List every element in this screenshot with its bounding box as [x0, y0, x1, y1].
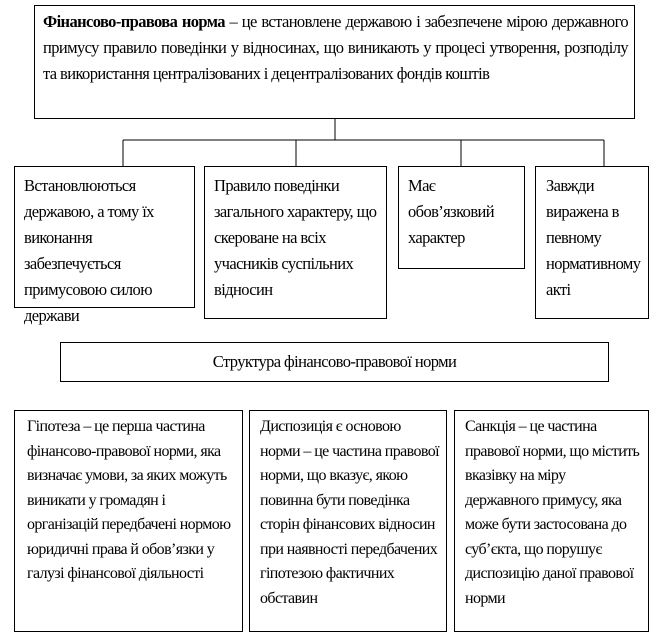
feature-box-4: [535, 166, 649, 319]
element-text-sanction: Санкція – це частина правової норми, що містить вказівку на міру державного примусу, яка може бути застосована до суб’єкта, що порушує диспозицію даної правової норми: [465, 418, 640, 607]
element-box-hypothesis: [14, 410, 243, 632]
definition-box: [34, 5, 635, 119]
definition-body: це встановлене державою і забезпечене мірою державного примусу правило поведінки у відносинах, що виникають у процесі утворення, розподілу та використання централізованих і децентралізованих фондів коштів: [43, 12, 628, 83]
feature-text-4: Завжди виражена в певному нормативному акті: [546, 176, 641, 299]
definition-text: [43, 9, 628, 87]
feature-box-3: [398, 166, 525, 269]
definition-term: Фінансово-правова норма: [43, 12, 225, 31]
element-box-sanction: [454, 410, 649, 632]
definition-dash: –: [224, 12, 242, 31]
feature-text-2: Правило поведінки загального характеру, що скероване на всіх учасників суспільних відносин: [214, 176, 377, 299]
feature-text-3: Має обов’язковий характер: [408, 176, 494, 247]
feature-box-2: [204, 166, 387, 319]
structure-title-box: [60, 342, 609, 382]
structure-title: Структура фінансово-правової норми: [212, 352, 457, 371]
feature-box-1: [14, 166, 195, 325]
element-text-disposition: Диспозиція є основою норми – це частина правової норми, що вказує, якою повинна бути поведінка сторін фінансових відносин при наявності передбачених гіпотезою фактичних обставин: [260, 418, 439, 607]
element-text-hypothesis: Гіпотеза – це перша частина фінансово-правової норми, яка визначає умови, за яких можуть виникати у громадян і організацій передбачені нормою юридичні права й обов’язки у галузі фінансової діяльності: [27, 418, 231, 582]
element-box-disposition: [249, 410, 447, 632]
feature-text-1: Встановлюються державою, а тому їх виконання забезпечується примусовою силою держави: [24, 176, 154, 325]
